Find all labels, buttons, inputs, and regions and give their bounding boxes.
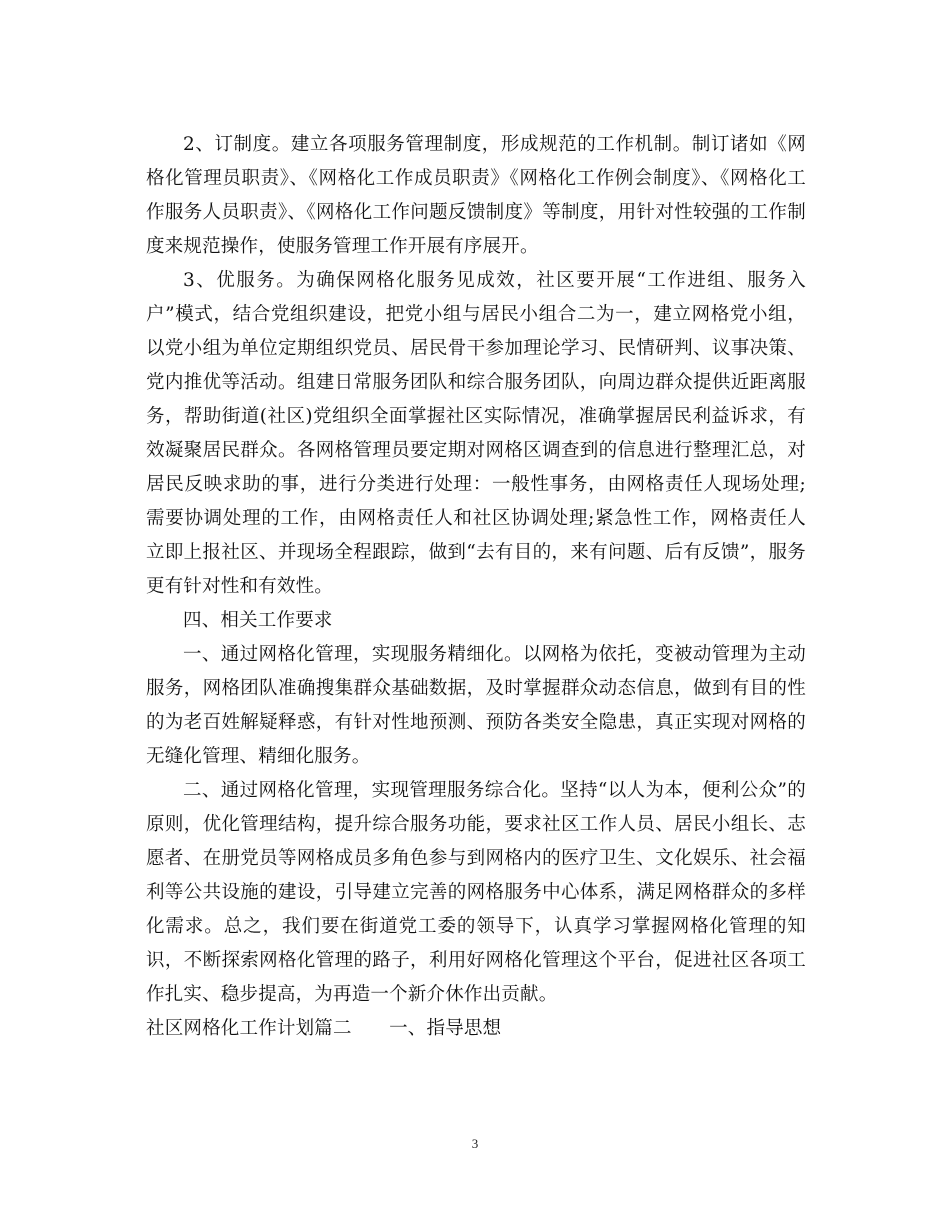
paragraph-optimize-service: 3、优服务。为确保网格化服务见成效，社区要开展“工作进组、服务入户”模式，结合党组织建设，把党小组与居民小组合二为一，建立网格党小组，以党小组为单位定期组织党员、居民骨干参加理论学习、民情研判、议事决策、党内推优等活动。组建日常服务团队和综合服务团队，向周边群众提供近距离服务，帮助街道(社区)党组织全面掌握社区实际情况，准确掌握居民利益诉求，有效凝聚居民群众。各网格管理员要定期对网格区调查到的信息进行整理汇总，对居民反映求助的事，进行分类进行处理：一般性事务，由网格责任人现场处理;需要协调处理的工作，由网格责任人和社区协调处理;紧急性工作，网格责任人立即上报社区、并现场全程跟踪，做到“去有目的，来有问题、后有反馈”，服务更有针对性和有效性。 — [146, 270, 806, 597]
document-body — [146, 128, 806, 1046]
paragraph-establish-system: 2、订制度。建立各项服务管理制度，形成规范的工作机制。制订诸如《网格化管理员职责》、《网格化工作成员职责》《网格化工作例会制度》、《网格化工作服务人员职责》、《网格化工作问题反馈制度》等制度，用针对性较强的工作制度来规范操作，使服务管理工作开展有序展开。 — [146, 134, 806, 257]
section-heading-work-requirements: 四、相关工作要求 — [183, 610, 333, 631]
next-section-title: 社区网格化工作计划篇二 一、指导思想 — [146, 1018, 502, 1039]
paragraph-refined-service: 一、通过网格化管理，实现服务精细化。以网格为依托，变被动管理为主动服务，网格团队准确搜集群众基础数据，及时掌握群众动态信息，做到有目的性的为老百姓解疑释惑，有针对性地预测、预防各类安全隐患，真正实现对网格的无缝化管理、精细化服务。 — [146, 644, 806, 767]
paragraph-integrated-management: 二、通过网格化管理，实现管理服务综合化。坚持“以人为本，便利公众”的原则，优化管理结构，提升综合服务功能，要求社区工作人员、居民小组长、志愿者、在册党员等网格成员多角色参与到网格内的医疗卫生、文化娱乐、社会福利等公共设施的建设，引导建立完善的网格服务中心体系，满足网格群众的多样化需求。总之，我们要在街道党工委的领导下，认真学习掌握网格化管理的知识，不断探索网格化管理的路子，利用好网格化管理这个平台，促进社区各项工作扎实、稳步提高，为再造一个新介休作出贡献。 — [146, 780, 806, 1005]
page-number: 3 — [471, 1136, 479, 1151]
